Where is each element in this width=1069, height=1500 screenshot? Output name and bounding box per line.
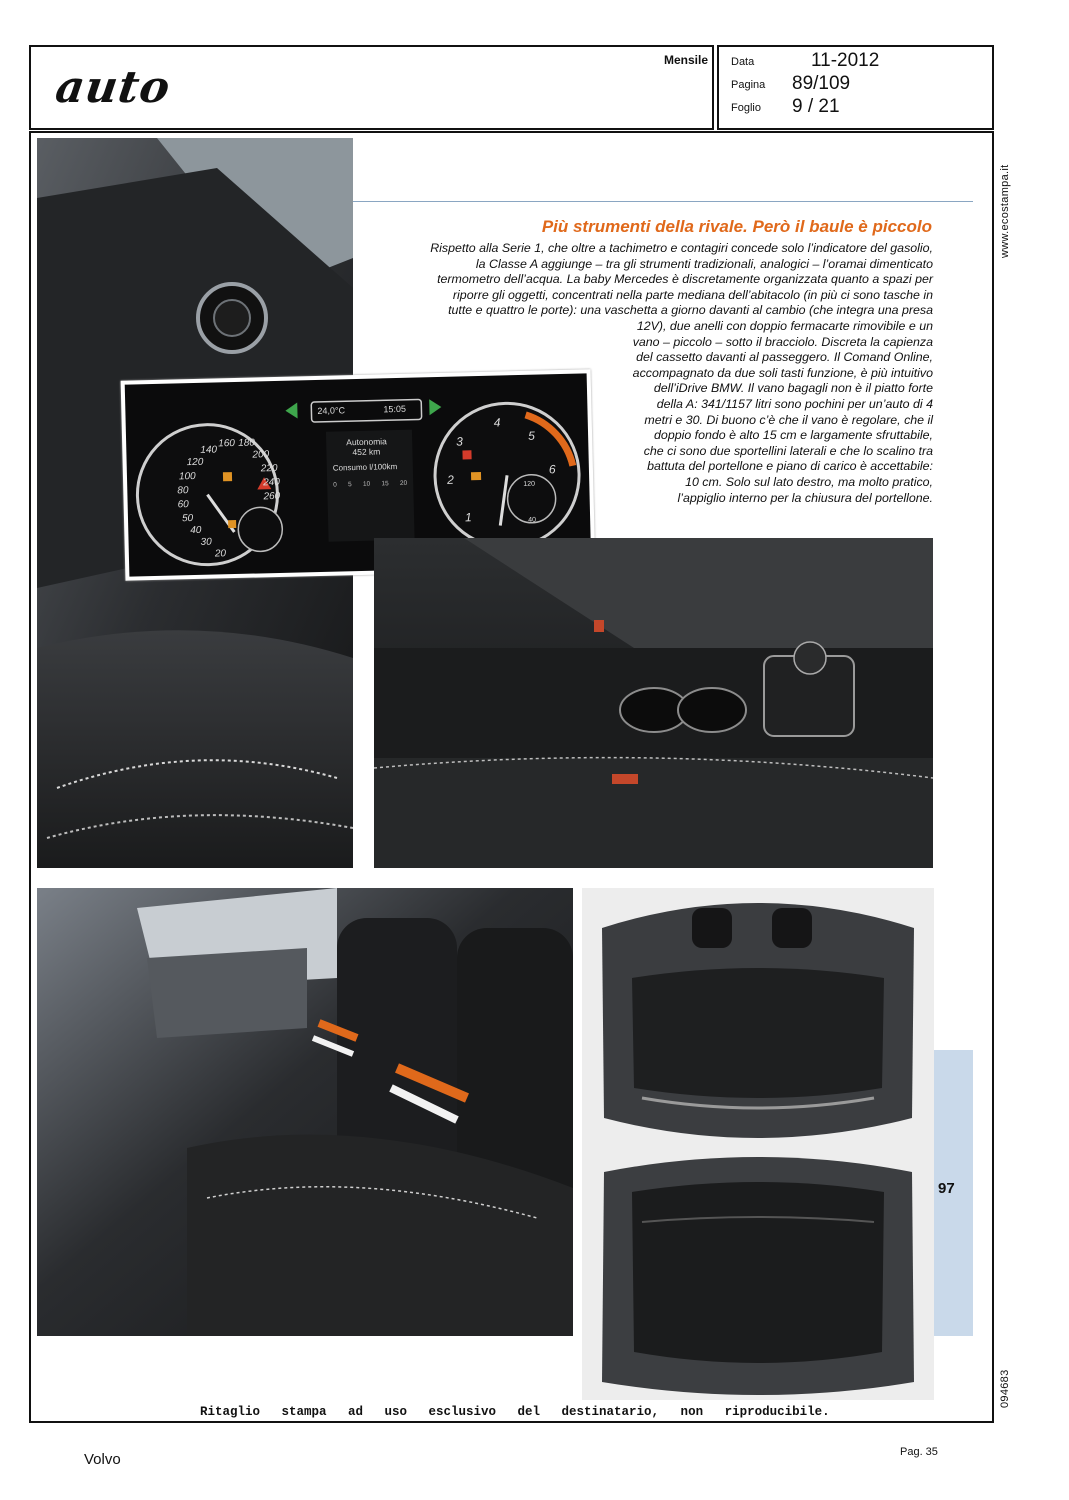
trunk-floor-illustration — [582, 1152, 934, 1400]
scale-tick: 20 — [399, 479, 408, 487]
magazine-logo: auto — [52, 62, 174, 113]
article-line: vano – piccolo – sotto il bracciolo. Discreta la capienza — [632, 334, 933, 349]
speed-tick: 60 — [177, 499, 189, 511]
rpm-tick: 1 — [464, 510, 472, 525]
speed-tick: 50 — [181, 513, 194, 525]
rpm-tick: 3 — [456, 434, 464, 449]
center-console-photo — [374, 538, 933, 868]
speed-tick: 240 — [263, 476, 280, 489]
trunk-open-photo — [582, 888, 934, 1152]
archive-code: 094683 — [999, 1369, 1011, 1408]
scale-tick: 5 — [348, 481, 352, 489]
cluster-time: 15:05 — [383, 403, 407, 415]
article-line: tutte e quattro le porte): una vaschetta a giorno davanti al cambio (che integra una presa — [448, 303, 933, 318]
article-line: metri e 30. Di buono c’è che il vano è regolare, che il — [644, 412, 933, 427]
speed-tick: 100 — [178, 470, 196, 483]
data-label: Data — [731, 56, 755, 68]
rear-seats-photo — [37, 888, 573, 1336]
speed-tick: 200 — [252, 449, 270, 461]
data-value: 11-2012 — [811, 50, 880, 71]
foglio-value: 9 / 21 — [792, 96, 840, 117]
speed-tick: 260 — [263, 490, 281, 503]
speed-tick: 20 — [214, 548, 227, 560]
rule-line — [353, 201, 973, 202]
speed-tick: 180 — [238, 437, 256, 449]
article-line: 10 cm. Solo sul lato destro, ma molto pratico, — [685, 474, 933, 489]
article-line: che ci sono due sportellini laterali e che lo scalino tra — [643, 443, 933, 458]
cluster-consumo-label: Consumo l/100km — [332, 462, 398, 473]
pagina-label: Pagina — [731, 79, 766, 91]
speed-tick: 160 — [218, 438, 236, 450]
scale-tick: 15 — [381, 480, 389, 488]
rpm-tick: 4 — [493, 415, 501, 430]
scale-tick: 0 — [333, 481, 337, 489]
article-line: termometro dell’acqua. La baby Mercedes è discretamente organizzata quanto a spazi per — [437, 272, 933, 287]
client-name: Volvo — [84, 1451, 121, 1468]
periodicity-label: Mensile — [664, 53, 709, 67]
reproduction-notice: Ritaglio stampa ad uso esclusivo del destinatario, non riproducibile. — [200, 1405, 830, 1419]
foglio-label: Foglio — [731, 102, 761, 114]
article-line: della A: 341/1157 litri sono pochini per un’auto di 4 — [656, 396, 933, 411]
trunk-open-illustration — [582, 888, 934, 1152]
speed-tick: 220 — [260, 462, 278, 475]
speed-tick: 40 — [190, 524, 202, 537]
speed-tick: 120 — [186, 456, 204, 469]
cluster-autonomia-label: Autonomia — [346, 436, 387, 448]
cluster-autonomia-value: 452 km — [352, 446, 381, 458]
page-number: 97 — [938, 1180, 955, 1197]
article-line: del cassetto davanti al passeggero. Il Comand Online, — [636, 350, 933, 365]
article-line: riporre gli oggetti, concentrati nella parte mediana dell’abitacolo (in più ci sono tasche in — [452, 287, 933, 302]
article-line: l’appiglio interno per la chiusura del portellone. — [677, 490, 933, 505]
rpm-tick: 2 — [446, 472, 455, 487]
article-line: dell’iDrive BMW. Il vano bagagli non è il piatto forte — [653, 381, 933, 396]
cluster-temp: 24,0°C — [317, 405, 346, 416]
article-line: Rispetto alla Serie 1, che oltre a tachimetro e contagiri concede solo l’indicatore del gasolio, — [430, 241, 933, 255]
rpm-tick: 5 — [527, 428, 535, 443]
rpm-tick: 6 — [548, 462, 556, 477]
article-line: battuta del portellone e piano di carico è accettabile: — [647, 459, 933, 474]
speed-tick: 30 — [200, 536, 212, 548]
console-illustration — [374, 538, 933, 868]
coolant-tick: 40 — [528, 516, 537, 524]
trunk-floor-photo — [582, 1152, 934, 1400]
speed-tick: 80 — [177, 485, 189, 497]
article-line: 12V), due anelli con doppio fermacarte rimovibile e un — [636, 318, 933, 333]
article-line: doppio fondo è alto 15 cm e largamente sfruttabile, — [654, 428, 933, 443]
article-title: Più strumenti della rivale. Però il baule è piccolo — [541, 217, 932, 236]
coolant-tick: 120 — [523, 480, 536, 488]
page-count: Pag. 35 — [900, 1446, 938, 1458]
website-text: www.ecostampa.it — [999, 164, 1011, 258]
scale-tick: 10 — [362, 480, 371, 488]
rear-seats-illustration — [37, 888, 573, 1336]
pagina-value: 89/109 — [792, 73, 851, 94]
article-line: accompagnato da due soli tasti funzione, è più intuitivo — [632, 365, 933, 380]
article-line: la Classe A aggiunge – tra gli strumenti tradizionali, analogici – l’oramai dimenticato — [475, 256, 933, 271]
speed-tick: 140 — [200, 444, 218, 456]
